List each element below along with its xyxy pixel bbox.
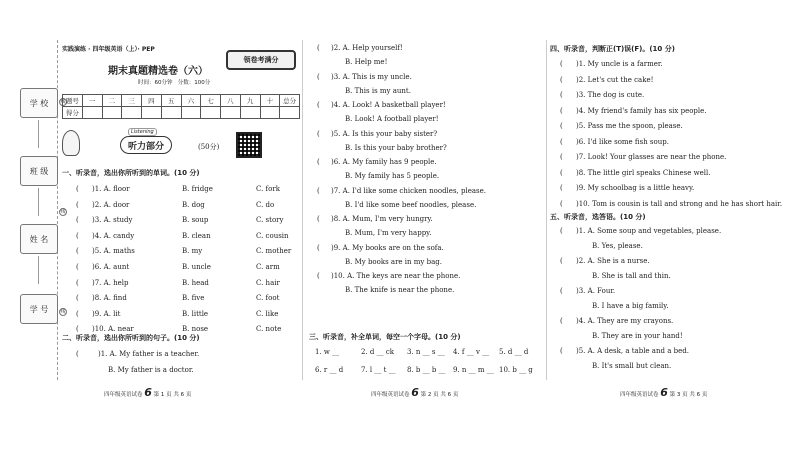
score-input-cell[interactable] [102,107,122,119]
score-table [62,94,300,119]
sentence-option-a: )6. A. My family has 9 people. [331,158,437,166]
fill-blank-item[interactable]: 5. d __ d [499,348,529,356]
score-input-cell[interactable] [280,107,300,119]
answer-paren[interactable]: ( [76,350,79,358]
page-footer [104,386,191,399]
true-false-statement: )8. The little girl speaks Chinese well. [576,168,711,177]
score-cell: 二 [102,95,122,107]
answer-paren[interactable]: ( [560,91,563,99]
score-input-cell[interactable] [122,107,142,119]
word-option-a: )9. A. lit [92,309,121,318]
fill-blank-item[interactable]: 6. r __ d [315,366,344,374]
promo-stamp: 领卷考满分 [226,50,296,70]
binding-margin [8,40,66,380]
question-option-b: B. My father is a doctor. [108,366,194,374]
word-option-b: B. dog [182,200,205,209]
fill-blank-item[interactable]: 8. b __ b __ [407,366,446,374]
sentence-option-a: )10. A. The keys are near the phone. [331,272,461,280]
score-cell: 三 [122,95,142,107]
binding-line [38,188,39,216]
exam-title: 期末真题精选卷（六） [108,66,208,77]
response-option-b: B. They are in your hand! [592,332,683,340]
school-label: 学 校 [20,88,58,118]
word-option-a: )6. A. aunt [92,263,130,271]
score-input-cell[interactable] [221,107,241,119]
answer-paren[interactable]: ( [76,294,79,303]
sentence-option-b: B. Is this your baby brother? [345,143,447,152]
score-cell: 六 [181,95,201,107]
answer-paren[interactable]: ( [317,72,320,81]
answer-paren[interactable]: ( [317,186,320,195]
fill-blank-item[interactable]: 2. d __ ck [361,348,394,356]
listening-score: (50分) [198,143,220,151]
answer-paren[interactable]: ( [560,227,563,235]
score-input-cell[interactable] [181,107,201,119]
score-cell: 五 [161,95,181,107]
sentence-option-a: )4. A. Look! A basketball player! [331,101,446,109]
answer-paren[interactable]: ( [317,101,320,109]
answer-paren[interactable]: ( [560,60,563,68]
response-option-a: )3. A. Four. [576,287,616,295]
score-cell: 一 [82,95,102,107]
true-false-statement: )3. The dog is cute. [576,91,645,99]
binding-circle: 线 [60,209,66,215]
answer-paren[interactable]: ( [560,317,563,325]
score-input-cell[interactable] [260,107,280,119]
section-1-heading: 一、听录音，选出你所听到的单词。(10 分) [62,169,200,177]
word-option-b: B. little [182,309,209,318]
class-label: 班 级 [20,156,58,186]
word-option-c: C. do [256,200,275,209]
word-option-a: )1. A. floor [92,185,130,193]
score-cell: 七 [201,95,221,107]
binding-line [38,120,39,148]
time-limit: 时间：60分钟 [138,80,173,86]
word-option-a: )4. A. candy [92,231,135,240]
response-option-b: B. I have a big family. [592,302,669,310]
response-option-a: )1. A. Some soup and vegetables, please. [576,227,722,235]
fill-blank-item[interactable]: 10. b __ g [499,366,533,374]
score-cell: 十 [260,95,280,107]
footer-number: 6 [660,386,668,399]
score-input-cell[interactable] [142,107,162,119]
score-cell: 题号 [63,95,83,107]
qr-code-icon[interactable] [236,132,262,158]
answer-paren[interactable]: ( [560,347,563,355]
answer-paren[interactable]: ( [76,200,79,209]
answer-paren[interactable]: ( [560,122,563,130]
binding-circle: 线 [60,309,66,315]
score-input-cell[interactable] [82,107,102,119]
fill-blank-item[interactable]: 7. l __ t __ [361,366,396,374]
word-option-c: C. foot [256,294,280,303]
word-option-a: )8. A. find [92,294,127,303]
sentence-option-a: )5. A. Is this your baby sister? [331,129,438,138]
word-option-c: C. story [256,216,284,225]
page-divider [302,40,303,380]
sentence-option-a: )9. A. My books are on the sofa. [331,243,444,252]
word-option-a: )3. A. study [92,216,133,225]
word-option-c: C. arm [256,263,280,271]
word-option-a: )10. A. near [92,325,134,334]
answer-paren[interactable]: ( [317,215,320,223]
question-option-a: )1. A. My father is a teacher. [98,350,200,358]
true-false-statement: )2. Let's cut the cake! [576,75,654,84]
answer-paren[interactable]: ( [317,44,320,52]
page-footer [620,386,707,399]
word-option-b: B. head [182,278,209,287]
word-option-b: B. soup [182,216,209,225]
sentence-option-b: B. My family has 5 people. [345,172,440,180]
answer-paren[interactable]: ( [560,287,563,295]
series-header: 实践演练 · 四年级英语（上）· PEP [62,46,155,53]
total-score: 分数：100分 [177,80,211,86]
score-cell: 总分 [280,95,300,107]
fill-blank-item[interactable]: 1. w __ [315,348,340,356]
response-option-b: B. It's small but clean. [592,362,672,370]
score-cell: 八 [221,95,241,107]
answer-paren[interactable]: ( [560,257,563,265]
score-input-cell[interactable] [240,107,260,119]
listening-tag: Listening [128,128,157,136]
answer-paren[interactable]: ( [76,278,79,287]
answer-paren[interactable]: ( [317,158,320,166]
answer-paren[interactable]: ( [560,106,563,115]
true-false-statement: )4. My friend's family has six people. [576,106,707,115]
score-cell: 四 [142,95,162,107]
true-false-statement: )1. My uncle is a farmer. [576,60,663,68]
page-divider [546,40,547,380]
word-option-c: C. hair [256,278,280,287]
response-option-a: )4. A. They are my crayons. [576,317,674,325]
section-3-heading: 三、听录音，补全单词，每空一个字母。(10 分) [309,333,461,341]
footer-page: 第 3 页 共 6 页 [669,392,708,398]
response-option-b: B. Yes, please. [592,242,643,250]
sentence-option-a: )2. A. Help yourself! [331,44,403,52]
footer-label: 四年级英语试卷 [371,392,410,398]
answer-paren[interactable]: ( [76,247,79,256]
word-option-a: )2. A. door [92,200,130,209]
listening-banner [98,129,258,158]
answer-paren[interactable]: ( [76,216,79,225]
footer-label: 四年级英语试卷 [104,392,143,398]
binding-circle: 线 [60,99,66,105]
sentence-option-b: B. My books are in my bag. [345,257,442,266]
fill-blank-item[interactable]: 3. n __ s __ [407,348,445,356]
answer-paren[interactable]: ( [76,185,79,193]
score-cell: 九 [240,95,260,107]
true-false-statement: )9. My schoolbag is a little heavy. [576,184,695,192]
sentence-option-b: B. Mum, I'm very happy. [345,229,432,237]
footer-page: 第 2 页 共 6 页 [420,392,459,398]
section-2-heading: 二、听录音，选出你所听到的句子。(10 分) [62,334,200,342]
sentence-option-a: )7. A. I'd like some chicken noodles, please. [331,186,486,195]
exam-meta [138,78,210,86]
answer-paren[interactable]: ( [560,137,563,146]
sentence-option-b: B. Look! A football player! [345,115,439,123]
word-option-a: )7. A. help [92,278,129,287]
word-option-c: C. fork [256,185,280,193]
word-option-b: B. fridge [182,185,213,193]
answer-paren[interactable]: ( [317,129,320,138]
score-cell: 得分 [63,107,83,119]
response-option-b: B. She is tall and thin. [592,272,671,280]
response-option-a: )2. A. She is a nurse. [576,257,650,265]
name-label: 姓 名 [20,224,58,254]
answer-paren[interactable]: ( [76,309,79,318]
word-option-b: B. five [182,294,205,303]
sentence-option-a: )8. A. Mum, I'm very hungry. [331,215,433,223]
footer-number: 6 [144,386,152,399]
true-false-statement: )10. Tom is cousin is tall and strong and he has short hair. [576,199,783,208]
fill-blank-item[interactable]: 9. n __ m __ [453,366,494,374]
answer-paren[interactable]: ( [560,184,563,192]
word-option-c: C. note [256,325,282,334]
binding-line [38,256,39,284]
true-false-statement: )6. I'd like some fish soup. [576,137,669,146]
sentence-option-a: )3. A. This is my uncle. [331,72,412,81]
true-false-statement: )7. Look! Your glasses are near the phone. [576,153,727,161]
listening-title: 听力部分 [120,136,172,154]
footer-page: 第 1 页 共 6 页 [153,392,192,398]
word-option-b: B. clean [182,231,211,240]
answer-paren[interactable]: ( [76,263,79,271]
sentence-option-b: B. I'd like some beef noodles, please. [345,200,477,209]
answer-paren[interactable]: ( [317,243,320,252]
word-option-c: C. mother [256,247,292,256]
answer-paren[interactable]: ( [560,75,563,84]
ear-icon [62,130,80,156]
sentence-option-b: B. The knife is near the phone. [345,286,455,294]
section-4-heading: 四、听录音，判断正(T)误(F)。(10 分) [550,45,675,53]
score-input-cell[interactable] [161,107,181,119]
true-false-statement: )5. Pass me the spoon, please. [576,122,683,130]
answer-paren[interactable]: ( [76,325,79,334]
section-5-heading: 五、听录音，选答语。(10 分) [550,213,646,221]
score-table-score-row [63,107,300,119]
word-option-b: B. uncle [182,263,211,271]
word-option-c: C. like [256,309,279,318]
word-option-a: )5. A. maths [92,247,135,256]
answer-paren[interactable]: ( [560,168,563,177]
word-option-c: C. cousin [256,231,289,240]
sentence-option-b: B. Help me! [345,58,388,66]
answer-paren[interactable]: ( [76,231,79,240]
answer-paren[interactable]: ( [560,199,563,208]
answer-paren[interactable]: ( [560,153,563,161]
response-option-a: )5. A. A desk, a table and a bed. [576,347,689,355]
sentence-option-b: B. This is my aunt. [345,86,411,95]
footer-number: 6 [411,386,419,399]
score-input-cell[interactable] [201,107,221,119]
word-option-b: B. nose [182,325,209,334]
page-footer [371,386,458,399]
fill-blank-item[interactable]: 4. f __ v __ [453,348,490,356]
footer-label: 四年级英语试卷 [620,392,659,398]
word-option-b: B. my [182,247,203,256]
student-id-label: 学 号 [20,294,58,324]
answer-paren[interactable]: ( [317,272,320,280]
score-table-header-row [63,95,300,107]
